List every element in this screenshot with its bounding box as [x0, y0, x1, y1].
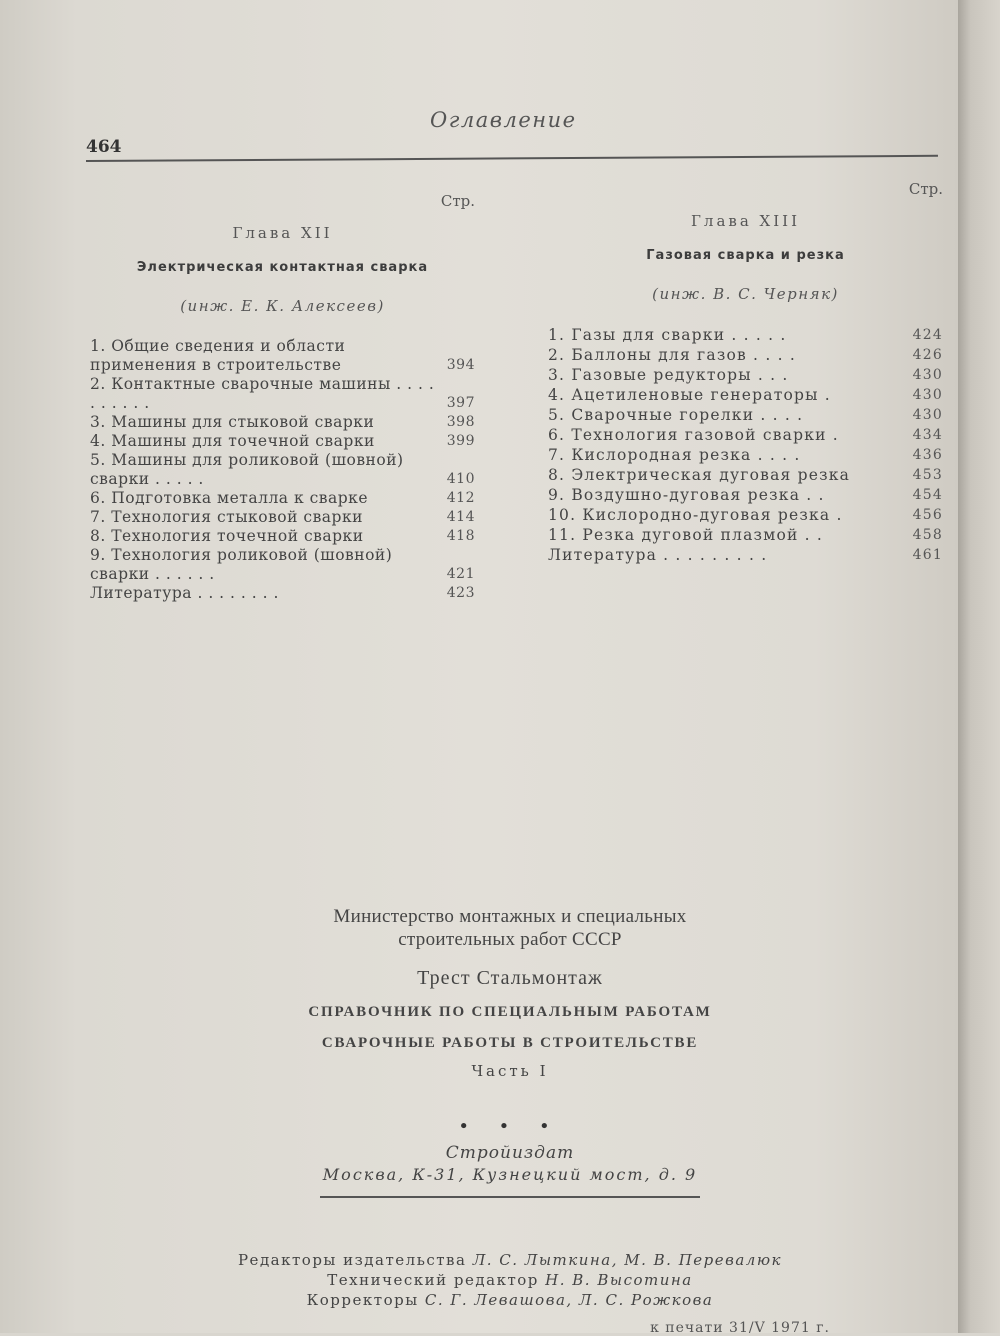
chapter-author: (инж. Е. К. Алексеев) [180, 297, 385, 315]
toc-item-title: 1. Газы для сварки . . . . . [548, 326, 787, 344]
toc-column-right [548, 180, 943, 565]
toc-item [548, 545, 943, 565]
chapter-heading: Глава XIII [690, 212, 800, 230]
toc-list [548, 325, 943, 565]
toc-item-page: 430 [912, 387, 943, 403]
tech-editor-label: Технический редактор [327, 1271, 539, 1289]
publisher-name: Стройиздат [445, 1143, 575, 1163]
page-column-label: Стр. [908, 180, 943, 198]
toc-item-page: 461 [912, 547, 943, 563]
toc-item-page: 398 [446, 414, 475, 430]
toc-item-page: 423 [446, 585, 475, 601]
toc-item-title: 10. Кислородно-дуговая резка . [548, 506, 843, 524]
toc-item-title: 9. Технология роликовой (шовной) сварки . . . . . . [90, 546, 393, 583]
toc-item-page: 418 [446, 528, 475, 544]
toc-item-page: 430 [912, 367, 943, 383]
header-rule [86, 155, 938, 162]
toc-item [548, 345, 943, 365]
imprint-block [160, 905, 860, 1198]
ministry-line-2: строительных работ СССР [398, 929, 622, 950]
toc-item-title: 3. Газовые редукторы . . . [548, 366, 789, 384]
chapter-author: (инж. В. С. Черняк) [652, 285, 839, 303]
toc-item-page: 458 [912, 527, 943, 543]
toc-item-title: 5. Сварочные горелки . . . . [548, 406, 804, 424]
toc-item-title: Литература . . . . . . . . . [548, 546, 768, 564]
toc-item-title: 7. Кислородная резка . . . . [548, 446, 801, 464]
toc-item-title: 7. Технология стыковой сварки [90, 508, 363, 526]
proofreaders-names: С. Г. Левашова, Л. С. Рожкова [424, 1291, 714, 1309]
toc-item-title: 6. Технология газовой сварки . [548, 426, 839, 444]
toc-item-page: 430 [912, 407, 943, 423]
proofreaders-line [160, 1290, 860, 1310]
cut-off-footer-text: к печати 31/V 1971 г. [650, 1320, 830, 1336]
toc-item-title: Литература . . . . . . . . [90, 584, 279, 602]
toc-item-page: 454 [912, 487, 943, 503]
toc-item-page: 426 [912, 347, 943, 363]
toc-item [548, 325, 943, 345]
toc-item [548, 425, 943, 445]
credits-block [160, 1250, 860, 1310]
toc-item [548, 365, 943, 385]
book-part: Часть I [471, 1062, 549, 1080]
toc-item-page: 424 [912, 327, 943, 343]
toc-item [90, 451, 475, 489]
toc-item-page: 421 [446, 566, 475, 582]
toc-item [548, 445, 943, 465]
publisher-address: Москва, К-31, Кузнецкий мост, д. 9 [322, 1165, 698, 1184]
toc-item [90, 546, 475, 584]
toc-item-page: 399 [446, 433, 475, 449]
toc-item [90, 584, 475, 603]
toc-item-page: 414 [446, 509, 475, 525]
page-number: 464 [86, 137, 122, 157]
toc-item-page: 412 [446, 490, 475, 506]
editors-label: Редакторы издательства [237, 1251, 467, 1269]
toc-item-page: 436 [912, 447, 943, 463]
toc-item-page: 453 [912, 467, 943, 483]
toc-list [90, 337, 475, 603]
page-column-label: Стр. [440, 192, 475, 210]
toc-item [548, 525, 943, 545]
toc-item [548, 485, 943, 505]
chapter-title: Газовая сварка и резка [646, 248, 845, 263]
tech-editor-line [160, 1270, 860, 1290]
toc-item-page: 410 [446, 471, 475, 487]
toc-item [90, 527, 475, 546]
chapter-heading: Глава XII [232, 224, 333, 242]
toc-item [548, 385, 943, 405]
toc-item-title: 2. Баллоны для газов . . . . [548, 346, 796, 364]
toc-item [548, 405, 943, 425]
ornament-dots: • • • [458, 1116, 562, 1137]
editors-line [160, 1250, 860, 1270]
toc-item [90, 432, 475, 451]
toc-item-page: 434 [912, 427, 943, 443]
toc-column-left [90, 192, 475, 603]
toc-item-title: 1. Общие сведения и области применения в строительстве [90, 337, 346, 374]
ministry-line-1: Министерство монтажных и специальных [333, 906, 687, 927]
book-title: СВАРОЧНЫЕ РАБОТЫ В СТРОИТЕЛЬСТВЕ [321, 1035, 699, 1051]
toc-item [548, 505, 943, 525]
toc-item [548, 465, 943, 485]
toc-item [90, 489, 475, 508]
editors-names: Л. С. Лыткина, М. В. Перевалюк [472, 1251, 783, 1269]
toc-item-title: 8. Электрическая дуговая резка [548, 466, 851, 484]
toc-item-title: 4. Машины для точечной сварки [90, 432, 375, 450]
toc-item [90, 375, 475, 413]
trust-name: Трест Стальмонтаж [417, 967, 603, 989]
book-page-edge [958, 0, 1000, 1333]
tech-editor-name: Н. В. Высотина [545, 1271, 693, 1289]
toc-item [90, 413, 475, 432]
toc-item [90, 508, 475, 527]
book-series-title: СПРАВОЧНИК ПО СПЕЦИАЛЬНЫМ РАБОТАМ [308, 1004, 712, 1020]
imprint-rule [320, 1196, 700, 1198]
toc-item-title: 5. Машины для роликовой (шовной) сварки . . . . . [90, 451, 404, 488]
toc-item-page: 456 [912, 507, 943, 523]
proofreaders-label: Корректоры [306, 1291, 419, 1309]
running-header-title: Оглавление [430, 108, 577, 132]
toc-item-page: 397 [446, 395, 475, 411]
toc-item-title: 9. Воздушно-дуговая резка . . [548, 486, 825, 504]
toc-item-title: 3. Машины для стыковой сварки [90, 413, 375, 431]
toc-item-title: 8. Технология точечной сварки [90, 527, 364, 545]
chapter-title: Электрическая контактная сварка [136, 260, 429, 275]
toc-item-title: 4. Ацетиленовые генераторы . [548, 386, 831, 404]
toc-item-title: 6. Подготовка металла к сварке [90, 489, 369, 507]
toc-item-title: 2. Контактные сварочные машины . . . . . . . . . . [90, 375, 435, 412]
toc-item-title: 11. Резка дуговой плазмой . . [548, 526, 824, 544]
toc-item-page: 394 [446, 357, 475, 373]
toc-item [90, 337, 475, 375]
